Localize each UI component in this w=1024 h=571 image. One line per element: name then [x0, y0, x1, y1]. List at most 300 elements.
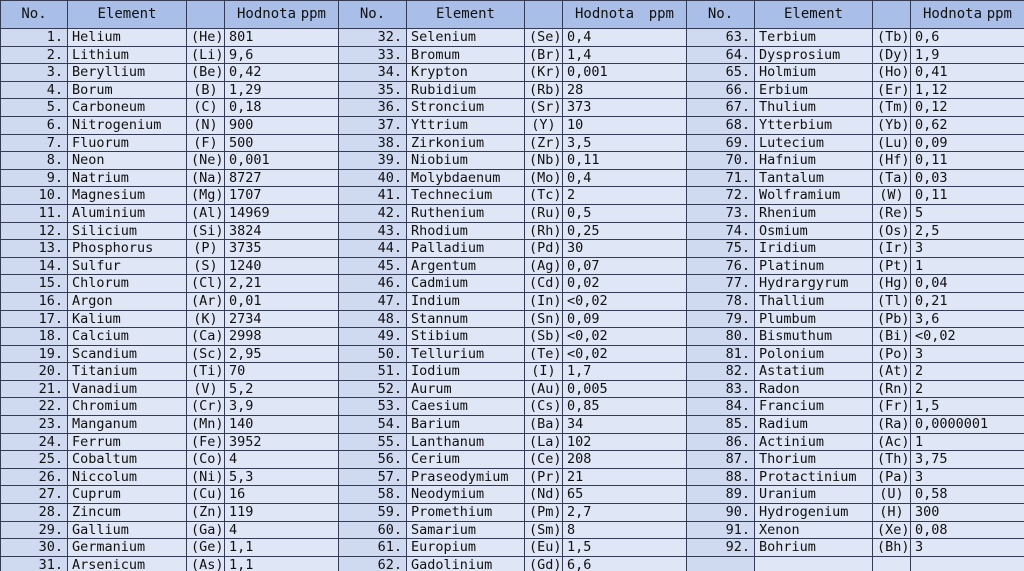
element-number: 28. [1, 504, 68, 522]
element-symbol: (Po) [873, 345, 911, 363]
element-number: 87. [687, 451, 755, 469]
element-name: Zirkonium [407, 134, 525, 152]
table-row [1, 134, 1024, 152]
element-value: 0,6 [911, 29, 1024, 47]
element-number: 72. [687, 187, 755, 205]
element-number: 62. [339, 556, 407, 571]
element-value: 0,62 [911, 116, 1024, 134]
table-row [1, 257, 1024, 275]
element-value: <0,02 [911, 328, 1024, 346]
element-number: 36. [339, 99, 407, 117]
element-symbol: (Gd) [525, 556, 563, 571]
element-symbol: (Sr) [525, 99, 563, 117]
element-number: 84. [687, 398, 755, 416]
element-symbol: (As) [187, 556, 225, 571]
table-row [1, 240, 1024, 258]
element-number: 26. [1, 468, 68, 486]
element-value: 3735 [225, 240, 339, 258]
element-symbol: (Cd) [525, 275, 563, 293]
element-value: 1,12 [911, 81, 1024, 99]
element-name: Indium [407, 292, 525, 310]
element-number: 12. [1, 222, 68, 240]
element-value: 0,5 [563, 204, 687, 222]
element-symbol: (Au) [525, 380, 563, 398]
element-symbol: (Tc) [525, 187, 563, 205]
table-row [1, 81, 1024, 99]
element-symbol: (Tm) [873, 99, 911, 117]
element-symbol: (Bi) [873, 328, 911, 346]
table-row [1, 451, 1024, 469]
element-name: Chromium [68, 398, 187, 416]
element-name: Europium [407, 539, 525, 557]
element-number: 19. [1, 345, 68, 363]
element-number: 7. [1, 134, 68, 152]
element-symbol: (Ce) [525, 451, 563, 469]
table-row [1, 345, 1024, 363]
element-symbol: (Mg) [187, 187, 225, 205]
element-value: 1 [911, 257, 1024, 275]
element-value: 1,1 [225, 539, 339, 557]
element-symbol: (Ga) [187, 521, 225, 539]
table-row [1, 152, 1024, 170]
element-symbol: (Ta) [873, 169, 911, 187]
element-number: 55. [339, 433, 407, 451]
element-number: 22. [1, 398, 68, 416]
element-symbol: (In) [525, 292, 563, 310]
element-number: 43. [339, 222, 407, 240]
element-number: 1. [1, 29, 68, 47]
element-name: Natrium [68, 169, 187, 187]
table-row [1, 416, 1024, 434]
table-row [1, 328, 1024, 346]
table-row [1, 433, 1024, 451]
element-name: Argentum [407, 257, 525, 275]
element-symbol: (V) [187, 380, 225, 398]
element-number: 58. [339, 486, 407, 504]
element-symbol: (Zr) [525, 134, 563, 152]
element-value: 2,95 [225, 345, 339, 363]
element-value: 4 [225, 521, 339, 539]
element-value: 0,11 [911, 152, 1024, 170]
element-name: Platinum [755, 257, 873, 275]
element-name: Carboneum [68, 99, 187, 117]
element-number: 34. [339, 64, 407, 82]
element-number: 47. [339, 292, 407, 310]
element-name: Borum [68, 81, 187, 99]
element-name: Helium [68, 29, 187, 47]
element-symbol: (Fr) [873, 398, 911, 416]
element-name: Samarium [407, 521, 525, 539]
element-number: 37. [339, 116, 407, 134]
element-value: 14969 [225, 204, 339, 222]
element-value: 0,12 [911, 99, 1024, 117]
element-name: Neon [68, 152, 187, 170]
element-symbol: (Re) [873, 204, 911, 222]
element-symbol: (U) [873, 486, 911, 504]
element-name: Holmium [755, 64, 873, 82]
element-number: 71. [687, 169, 755, 187]
element-symbol: (Pa) [873, 468, 911, 486]
element-symbol: (Th) [873, 451, 911, 469]
element-symbol: (Eu) [525, 539, 563, 557]
table-row [1, 504, 1024, 522]
element-number: 77. [687, 275, 755, 293]
element-symbol: (Li) [187, 46, 225, 64]
element-value: 28 [563, 81, 687, 99]
element-name: Lanthanum [407, 433, 525, 451]
element-number: 83. [687, 380, 755, 398]
element-value: 70 [225, 363, 339, 381]
header-value [225, 1, 339, 29]
element-number: 27. [1, 486, 68, 504]
element-number: 88. [687, 468, 755, 486]
element-value: 30 [563, 240, 687, 258]
element-number: 13. [1, 240, 68, 258]
element-name: Uranium [755, 486, 873, 504]
element-symbol: (P) [187, 240, 225, 258]
element-symbol: (Ba) [525, 416, 563, 434]
element-name: Silicium [68, 222, 187, 240]
table-row [1, 29, 1024, 47]
element-symbol: (C) [187, 99, 225, 117]
element-value: 1,5 [563, 539, 687, 557]
element-value: 0,21 [911, 292, 1024, 310]
element-number: 39. [339, 152, 407, 170]
element-value: 0,85 [563, 398, 687, 416]
element-name: Ytterbium [755, 116, 873, 134]
element-number: 31. [1, 556, 68, 571]
element-value: 0,11 [563, 152, 687, 170]
element-symbol: (Sc) [187, 345, 225, 363]
element-value: 0,4 [563, 29, 687, 47]
table-row [1, 310, 1024, 328]
element-name: Niobium [407, 152, 525, 170]
element-value: 9,6 [225, 46, 339, 64]
element-name: Francium [755, 398, 873, 416]
element-symbol: (Ru) [525, 204, 563, 222]
element-symbol: (Zn) [187, 504, 225, 522]
element-name: Phosphorus [68, 240, 187, 258]
element-number: 21. [1, 380, 68, 398]
element-symbol: (Dy) [873, 46, 911, 64]
element-symbol: (Rn) [873, 380, 911, 398]
element-value: 5,3 [225, 468, 339, 486]
header-unit: ppm [648, 6, 674, 22]
table-row [1, 556, 1024, 571]
element-symbol: (Se) [525, 29, 563, 47]
element-symbol: (Ti) [187, 363, 225, 381]
element-number: 18. [1, 328, 68, 346]
element-symbol: (Be) [187, 64, 225, 82]
element-name: Terbium [755, 29, 873, 47]
element-name: Thallium [755, 292, 873, 310]
element-value: 10 [563, 116, 687, 134]
element-name: Osmium [755, 222, 873, 240]
table-row [1, 64, 1024, 82]
element-name: Polonium [755, 345, 873, 363]
element-value: 3,9 [225, 398, 339, 416]
element-symbol: (Pt) [873, 257, 911, 275]
element-value: 3,6 [911, 310, 1024, 328]
element-name: Chlorum [68, 275, 187, 293]
element-value: 0,001 [225, 152, 339, 170]
element-symbol: (Cs) [525, 398, 563, 416]
element-value: 300 [911, 504, 1024, 522]
element-number: 70. [687, 152, 755, 170]
element-symbol: (At) [873, 363, 911, 381]
element-number: 63. [687, 29, 755, 47]
element-symbol: (La) [525, 433, 563, 451]
element-symbol: (Ra) [873, 416, 911, 434]
element-value: 4 [225, 451, 339, 469]
element-number: 23. [1, 416, 68, 434]
element-name: Ferrum [68, 433, 187, 451]
header-element: Element [68, 1, 187, 29]
element-number: 76. [687, 257, 755, 275]
element-number: 2. [1, 46, 68, 64]
element-name: Beryllium [68, 64, 187, 82]
element-name: Cuprum [68, 486, 187, 504]
element-name: Actinium [755, 433, 873, 451]
element-value: 0,04 [911, 275, 1024, 293]
element-value: 0,4 [563, 169, 687, 187]
element-symbol: (Lu) [873, 134, 911, 152]
element-number: 80. [687, 328, 755, 346]
element-value: 3 [911, 539, 1024, 557]
element-symbol: (Xe) [873, 521, 911, 539]
empty-cell [687, 556, 755, 571]
element-name: Praseodymium [407, 468, 525, 486]
header-element: Element [755, 1, 873, 29]
element-number: 73. [687, 204, 755, 222]
element-name: Germanium [68, 539, 187, 557]
element-number: 42. [339, 204, 407, 222]
element-symbol: (Ar) [187, 292, 225, 310]
table-row [1, 521, 1024, 539]
element-symbol: (Cr) [187, 398, 225, 416]
element-symbol: (Al) [187, 204, 225, 222]
element-number: 6. [1, 116, 68, 134]
element-name: Nitrogenium [68, 116, 187, 134]
element-value: 3952 [225, 433, 339, 451]
element-value: 0,0000001 [911, 416, 1024, 434]
element-symbol: (Mn) [187, 416, 225, 434]
element-symbol: (Sm) [525, 521, 563, 539]
element-name: Radium [755, 416, 873, 434]
element-number: 50. [339, 345, 407, 363]
element-symbol: (Pr) [525, 468, 563, 486]
element-name: Hydrargyrum [755, 275, 873, 293]
element-number: 10. [1, 187, 68, 205]
element-name: Selenium [407, 29, 525, 47]
element-name: Radon [755, 380, 873, 398]
element-name: Kalium [68, 310, 187, 328]
element-number: 35. [339, 81, 407, 99]
header-symbol [525, 1, 563, 29]
element-name: Palladium [407, 240, 525, 258]
element-name: Protactinium [755, 468, 873, 486]
element-symbol: (Ge) [187, 539, 225, 557]
element-name: Yttrium [407, 116, 525, 134]
element-value: 1,9 [911, 46, 1024, 64]
element-symbol: (Ne) [187, 152, 225, 170]
element-number: 92. [687, 539, 755, 557]
element-name: Krypton [407, 64, 525, 82]
element-number: 54. [339, 416, 407, 434]
header-value [911, 1, 1024, 29]
element-symbol: (Ho) [873, 64, 911, 82]
element-symbol: (Sb) [525, 328, 563, 346]
element-name: Ruthenium [407, 204, 525, 222]
element-value: 0,01 [225, 292, 339, 310]
element-value: 0,02 [563, 275, 687, 293]
header-element: Element [407, 1, 525, 29]
element-name: Magnesium [68, 187, 187, 205]
table-row [1, 275, 1024, 293]
element-number: 44. [339, 240, 407, 258]
element-symbol: (I) [525, 363, 563, 381]
element-name: Zincum [68, 504, 187, 522]
element-value: 0,09 [911, 134, 1024, 152]
element-name: Niccolum [68, 468, 187, 486]
element-value: 1,4 [563, 46, 687, 64]
element-number: 32. [339, 29, 407, 47]
table-row [1, 486, 1024, 504]
element-name: Gallium [68, 521, 187, 539]
element-symbol: (Fe) [187, 433, 225, 451]
header-value [563, 1, 687, 29]
element-value: 2 [563, 187, 687, 205]
element-number: 65. [687, 64, 755, 82]
element-name: Technecium [407, 187, 525, 205]
element-number: 40. [339, 169, 407, 187]
element-value: 0,18 [225, 99, 339, 117]
element-name: Cadmium [407, 275, 525, 293]
element-symbol: (Ac) [873, 433, 911, 451]
element-value: 102 [563, 433, 687, 451]
element-number: 46. [339, 275, 407, 293]
element-value: <0,02 [563, 345, 687, 363]
element-name: Aurum [407, 380, 525, 398]
element-symbol: (K) [187, 310, 225, 328]
element-name: Caesium [407, 398, 525, 416]
element-symbol: (Yb) [873, 116, 911, 134]
element-name: Promethium [407, 504, 525, 522]
element-symbol: (B) [187, 81, 225, 99]
element-value: 0,03 [911, 169, 1024, 187]
table-row [1, 468, 1024, 486]
header-no: No. [1, 1, 68, 29]
element-name: Rhenium [755, 204, 873, 222]
element-name: Iodium [407, 363, 525, 381]
element-symbol: (W) [873, 187, 911, 205]
element-name: Sulfur [68, 257, 187, 275]
element-value: 2998 [225, 328, 339, 346]
element-value: 208 [563, 451, 687, 469]
element-name: Scandium [68, 345, 187, 363]
element-symbol: (Pb) [873, 310, 911, 328]
element-number: 48. [339, 310, 407, 328]
element-name: Neodymium [407, 486, 525, 504]
element-number: 67. [687, 99, 755, 117]
element-value: 1707 [225, 187, 339, 205]
element-number: 15. [1, 275, 68, 293]
element-number: 64. [687, 46, 755, 64]
element-symbol: (Bh) [873, 539, 911, 557]
element-number: 45. [339, 257, 407, 275]
element-number: 91. [687, 521, 755, 539]
element-value: 6,6 [563, 556, 687, 571]
element-symbol: (Ca) [187, 328, 225, 346]
element-number: 79. [687, 310, 755, 328]
header-value-label: Hodnota [237, 6, 297, 22]
empty-cell [873, 556, 911, 571]
element-value: 2,21 [225, 275, 339, 293]
element-value: 1,7 [563, 363, 687, 381]
element-value: 2,5 [911, 222, 1024, 240]
element-value: 1 [911, 433, 1024, 451]
element-value: 900 [225, 116, 339, 134]
element-value: 21 [563, 468, 687, 486]
element-name: Dysprosium [755, 46, 873, 64]
element-name: Plumbum [755, 310, 873, 328]
element-symbol: (Ag) [525, 257, 563, 275]
element-symbol: (Hg) [873, 275, 911, 293]
element-name: Astatium [755, 363, 873, 381]
element-number: 49. [339, 328, 407, 346]
table-body [1, 29, 1024, 571]
element-symbol: (Ir) [873, 240, 911, 258]
element-number: 68. [687, 116, 755, 134]
element-symbol: (Co) [187, 451, 225, 469]
element-value: 0,09 [563, 310, 687, 328]
element-number: 17. [1, 310, 68, 328]
element-number: 33. [339, 46, 407, 64]
element-name: Bromum [407, 46, 525, 64]
element-symbol: (Tb) [873, 29, 911, 47]
element-name: Vanadium [68, 380, 187, 398]
element-symbol: (Rh) [525, 222, 563, 240]
element-name: Rubidium [407, 81, 525, 99]
element-number: 29. [1, 521, 68, 539]
element-value: 0,001 [563, 64, 687, 82]
element-value: 1,29 [225, 81, 339, 99]
element-number: 41. [339, 187, 407, 205]
element-value: 373 [563, 99, 687, 117]
element-number: 30. [1, 539, 68, 557]
element-value: 2 [911, 380, 1024, 398]
element-value: 2,7 [563, 504, 687, 522]
element-name: Stibium [407, 328, 525, 346]
element-value: <0,02 [563, 292, 687, 310]
element-number: 66. [687, 81, 755, 99]
element-symbol: (Hf) [873, 152, 911, 170]
empty-cell [911, 556, 1024, 571]
element-number: 81. [687, 345, 755, 363]
table-row [1, 46, 1024, 64]
element-symbol: (Tl) [873, 292, 911, 310]
element-name: Fluorum [68, 134, 187, 152]
element-name: Cerium [407, 451, 525, 469]
element-number: 78. [687, 292, 755, 310]
element-number: 11. [1, 204, 68, 222]
table-row [1, 204, 1024, 222]
element-value: 1,5 [911, 398, 1024, 416]
element-name: Arsenicum [68, 556, 187, 571]
element-symbol: (Cl) [187, 275, 225, 293]
element-name: Thorium [755, 451, 873, 469]
element-name: Iridium [755, 240, 873, 258]
